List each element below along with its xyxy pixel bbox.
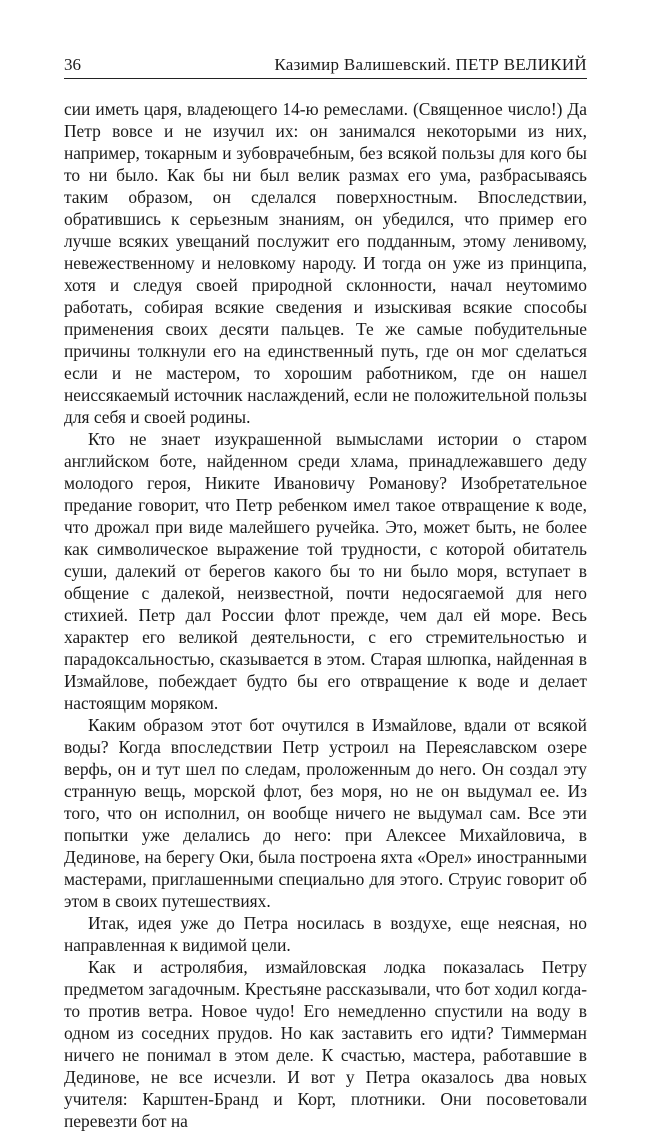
- page-header: [64, 52, 587, 79]
- paragraph-5: Как и астролябия, измайловская лодка показалась Петру предметом загадочным. Крестьяне рассказывали, что бот ходил когда-то против ветра. Новое чудо! Его немедленно спустили на воду в одном из соседних прудов. Но как заставить его идти? Тиммерман ничего не понимал в этом деле. К счастью, мастера, работавшие в Дединове, не все исчезли. И вот у Петра оказалось два новых учителя: Карштен-Бранд и Корт, плотники. Они посоветовали перевезти бот на: [64, 957, 587, 1131]
- paragraph-4: Итак, идея уже до Петра носилась в воздухе, еще неясная, но направленная к видимой цели.: [64, 913, 587, 955]
- page-number: 36: [64, 55, 81, 74]
- paragraph-1: сии иметь царя, владеющего 14-ю ремеслами. (Священное число!) Да Петр вовсе и не изучил их: он занимался некоторыми из них, например, токарным и зубоврачебным, без всякой пользы для кого бы то ни было. Как бы ни был велик размах его ума, разбрасываясь таким образом, он сделался поверхностным. Впоследствии, обратившись к серьезным знаниям, он убедился, что пример его лучше всяких увещаний послужит его подданным, этому ленивому, невежественному и неловкому народу. И тогда он уже из принципа, хотя и следуя своей природной склонности, начал неутомимо работать, собирая всякие сведения и изыскивая всякие способы применения своих десяти пальцев. Те же самые побудительные причины толкнули его на единственный путь, где он мог сделаться если и не мастером, то хорошим работником, где он нашел неиссякаемый источник наслаждений, если не положительной пользы для себя и своей родины.: [64, 99, 587, 427]
- body-text: [64, 98, 587, 1132]
- paragraph-2: Кто не знает изукрашенной вымыслами истории о старом английском боте, найденном среди хлама, принадлежавшего деду молодого героя, Никите Ивановичу Романову? Изобретательное предание говорит, что Петр ребенком имел такое отвращение к воде, что дрожал при виде малейшего ручейка. Это, может быть, не более как символическое выражение той трудности, с которой обитатель суши, далекий от берегов какого бы то ни было моря, вступает в общение с далекой, неизвестной, почти недосягаемой для него стихией. Петр дал России флот прежде, чем дал ей море. Весь характер его великой деятельности, с его стремительностью и парадоксальностью, сказывается в этом. Старая шлюпка, найденная в Измайлове, побеждает будто бы его отвращение к воде и делает настоящим моряком.: [64, 429, 587, 713]
- paragraph-3: Каким образом этот бот очутился в Измайлове, вдали от всякой воды? Когда впоследствии Петр устроил на Переяславском озере верфь, он и тут шел по следам, проложенным до него. Он создал эту странную вещь, морской флот, без моря, но не он выдумал ее. Из того, что он исполнил, он вообще ничего не выдумал сам. Все эти попытки уже делались до него: при Алексее Михайловича, в Дединове, на берегу Оки, была построена яхта «Орел» иностранными мастерами, приглашенными специально для этого. Струис говорит об этом в своих путешествиях.: [64, 715, 587, 911]
- running-title: Казимир Валишевский. ПЕТР ВЕЛИКИЙ: [274, 55, 587, 74]
